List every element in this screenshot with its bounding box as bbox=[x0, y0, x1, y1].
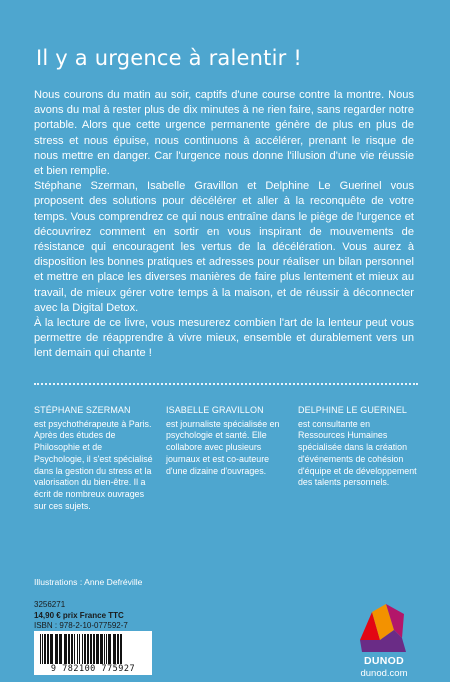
author-name: STÉPHANE SZERMAN bbox=[34, 405, 131, 415]
barcode-bar bbox=[117, 634, 119, 664]
barcode-bar bbox=[113, 634, 116, 664]
barcode-bar bbox=[55, 634, 58, 664]
barcode bbox=[34, 631, 152, 675]
barcode-bars bbox=[34, 631, 152, 665]
barcode-bar bbox=[47, 634, 49, 664]
barcode-bar bbox=[93, 634, 95, 664]
barcode-bar bbox=[50, 634, 53, 664]
author-description: est journaliste spécialisée en psychologie et santé. Elle collabore avec plusieurs journaux et est co-auteure d'une dizaine d'ouvrages. bbox=[166, 418, 280, 476]
barcode-bar bbox=[90, 634, 92, 664]
author-bio-gravillon bbox=[166, 405, 286, 512]
barcode-bar bbox=[71, 634, 73, 664]
barcode-bar bbox=[104, 634, 105, 664]
barcode-bar bbox=[82, 634, 83, 664]
barcode-bar bbox=[120, 634, 122, 664]
author-bio-szerman bbox=[34, 405, 154, 512]
barcode-bar bbox=[77, 634, 78, 664]
author-description: est consultante en Ressources Humaines spécialisée dans la création d'événements de cohésion d'équipe et de développement des talents personnels. bbox=[298, 418, 417, 488]
publisher-name: DUNOD bbox=[364, 655, 404, 667]
price: 14,90 € prix France TTC bbox=[34, 610, 124, 620]
author-name: DELPHINE LE GUERINEL bbox=[298, 405, 408, 415]
barcode-bar bbox=[59, 634, 62, 664]
author-bio-le-guerinel bbox=[298, 405, 418, 512]
barcode-bar bbox=[100, 634, 103, 664]
barcode-bar bbox=[68, 634, 70, 664]
cover-title: Il y a urgence à ralentir ! bbox=[36, 46, 302, 70]
isbn: ISBN : 978-2-10-077592-7 bbox=[34, 621, 128, 630]
author-description: est psychothérapeute à Paris. Après des études de Philosophie et de Psychologie, il s'est spécialisé dans la gestion du stress et la valorisation du bien-être. Il a écrit de nombreux ouvrages sur ces sujets. bbox=[34, 418, 153, 511]
barcode-bar bbox=[42, 634, 43, 664]
author-bios bbox=[34, 405, 418, 512]
barcode-bar bbox=[87, 634, 89, 664]
dotted-divider bbox=[34, 383, 418, 385]
barcode-digits: 9 782100 775927 bbox=[50, 664, 136, 674]
barcode-bar bbox=[96, 634, 99, 664]
barcode-bar bbox=[64, 634, 67, 664]
blurb-paragraph-1: Nous courons du matin au soir, captifs d'une course contre la montre. Nous avons du mal à rester plus de dix minutes à ne rien faire, sans regarder notre portable. Alors que cette urgence permanente génère de plus en plus de stress et nous épuise, nous continuons à accélérer, prenant le risque de nous mettre en danger. Car l'urgence nous donne l'illusion d'une vie réussie et bien remplie. bbox=[34, 89, 414, 178]
barcode-bar bbox=[44, 634, 46, 664]
author-name: ISABELLE GRAVILLON bbox=[166, 405, 264, 415]
blurb-paragraph-2: Stéphane Szerman, Isabelle Gravillon et Delphine Le Guerinel vous proposent des solutions pour décélérer et aller à la reconquête de votre temps. Vous comprendrez ce qui nous entraîne dans le piège de l'urgence et découvrirez comment en sortir en vous inspirant de mouvements de résistance qui encouragent les vertus de la décélération. Vous aurez à disposition les bonnes pratiques et adresses pour réaliser un bilan personnel et mettre en place les diverses manières de faire plus lentement et mieux au travail, de mieux gérer votre temps à la maison, et de réussir à déconnecter avec la Digital Detox. bbox=[34, 180, 414, 314]
illustrations-credit: Illustrations : Anne Defréville bbox=[34, 577, 143, 587]
barcode-bar bbox=[40, 634, 41, 664]
dunod-logo-icon bbox=[352, 600, 414, 658]
bibliographic-info bbox=[34, 600, 128, 632]
publisher-site: dunod.com bbox=[360, 668, 408, 679]
blurb bbox=[34, 88, 414, 362]
barcode-bar bbox=[84, 634, 86, 664]
barcode-bar bbox=[106, 634, 107, 664]
barcode-bar bbox=[79, 634, 80, 664]
barcode-bar bbox=[108, 634, 111, 664]
barcode-bar bbox=[74, 634, 75, 664]
product-code: 3256271 bbox=[34, 600, 66, 609]
blurb-paragraph-3: À la lecture de ce livre, vous mesurerez combien l'art de la lenteur peut vous permettre de réapprendre à vivre mieux, ensemble et durablement vers un lent demain qui chante ! bbox=[34, 317, 414, 360]
